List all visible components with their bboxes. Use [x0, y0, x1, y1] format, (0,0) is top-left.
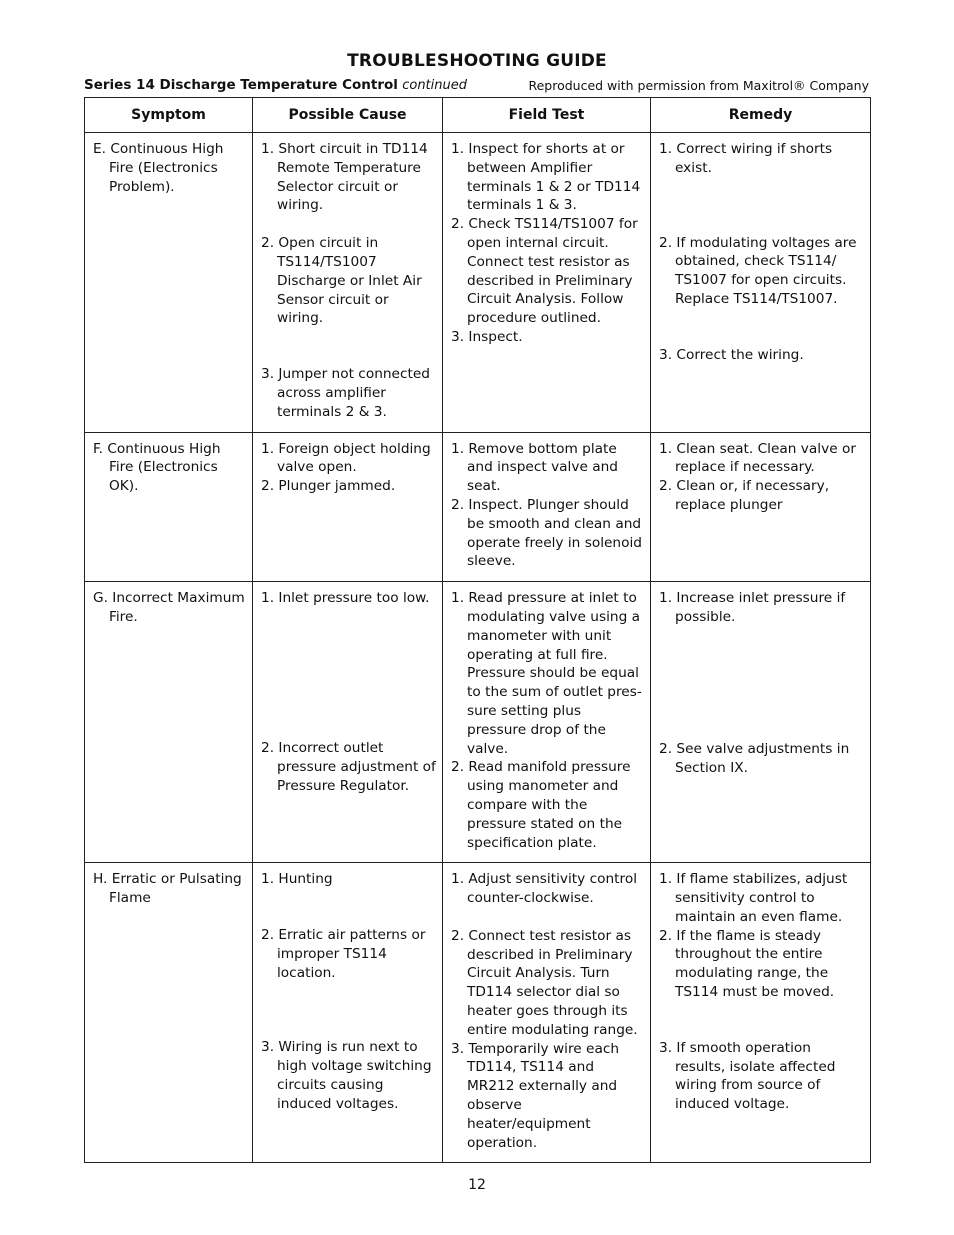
table-row [85, 133, 871, 433]
symptom-text: G. Incorrect Maximum Fire. [93, 590, 245, 625]
symptom-text: E. Continuous High Fire (Electronics Problem). [93, 141, 224, 195]
cause-item: 3. Jumper not connected across amplifier terminals 2 & 3. [261, 366, 430, 420]
symptom-cell [85, 582, 253, 863]
test-item: 2. Check TS114/TS1007 for open internal circuit. Connect test resistor as described in Preliminary Circuit Analysis. Follow procedure outlined. [451, 216, 638, 327]
symptom-cell [85, 133, 253, 433]
cause-item: 1. Inlet pressure too low. [261, 590, 430, 607]
test-item: 1. Inspect for shorts at or between Amplifier terminals 1 & 2 or TD114 terminals 1 & 3. [451, 141, 641, 214]
remedy-item: 1. Increase inlet pressure if possible. [659, 590, 846, 625]
symptom-text: H. Erratic or Pulsating Flame [93, 871, 242, 907]
column-header-symptom: Symptom [85, 98, 253, 133]
remedy-item: 2. If modulating voltages are obtained, check TS114/ TS1007 for open circuits. Replace TS114/TS1007. [659, 234, 857, 307]
table-row [85, 863, 871, 1163]
remedy-item: 2. If the flame is steady throughout the entire modulating range, the TS114 must be moved. [659, 927, 835, 1001]
cause-item: 2. Plunger jammed. [261, 478, 396, 495]
column-header-possible-cause: Possible Cause [253, 98, 443, 133]
test-item: 3. Temporarily wire each TD114, TS114 and MR212 externally and observe heater/equipment operation. [451, 1040, 620, 1151]
test-item: 1. Read pressure at inlet to modulating valve using a manometer with unit operating at full fire. Pressure should be equal to the sum of outlet pres-sure setting plus pressure drop of the valve. [451, 590, 642, 757]
cause-item: 3. Wiring is run next to high voltage switching circuits causing induced voltages. [261, 1039, 432, 1112]
cause-item: 2. Incorrect outlet pressure adjustment of Pressure Regulator. [261, 739, 436, 794]
remedy-cell [651, 432, 871, 582]
table-row [85, 432, 871, 582]
cause-item: 1. Short circuit in TD114 Remote Temperature Selector circuit or wiring. [261, 141, 428, 214]
symptom-cell [85, 863, 253, 1163]
cause-cell [253, 432, 443, 582]
test-item: 2. Inspect. Plunger should be smooth and clean and operate freely in solenoid sleeve. [451, 496, 642, 570]
test-item: 2. Connect test resistor as described in Preliminary Circuit Analysis. Turn TD114 selector dial so heater goes through its entire modulating range. [451, 927, 638, 1038]
remedy-cell [651, 582, 871, 863]
remedy-item: 3. Correct the wiring. [659, 346, 804, 363]
cause-cell [253, 582, 443, 863]
symptom-text: F. Continuous High Fire (Electronics OK). [93, 440, 221, 495]
remedy-item: 2. See valve adjustments in Section IX. [659, 740, 850, 776]
table-row [85, 582, 871, 863]
remedy-item: 1. Clean seat. Clean valve or replace if necessary. [659, 440, 856, 476]
remedy-item: 2. Clean or, if necessary, replace plunger [659, 478, 830, 513]
test-cell [443, 863, 651, 1163]
test-item: 3. Inspect. [451, 328, 523, 345]
cause-item: 1. Foreign object holding valve open. [261, 440, 431, 476]
symptom-cell [85, 432, 253, 582]
column-header-remedy: Remedy [651, 98, 871, 133]
page-title: TROUBLESHOOTING GUIDE [347, 51, 607, 71]
remedy-item: 3. If smooth operation results, isolate affected wiring from source of induced voltage. [659, 1039, 836, 1113]
test-item: 2. Read manifold pressure using manometer and compare with the pressure stated on the specification plate. [451, 759, 631, 851]
cause-item: 2. Erratic air patterns or improper TS114 location. [261, 927, 426, 981]
page-number: 12 [468, 1177, 486, 1193]
remedy-item: 1. Correct wiring if shorts exist. [659, 141, 833, 176]
test-cell [443, 133, 651, 433]
column-header-field-test: Field Test [443, 98, 651, 133]
permission-note: Reproduced with permission from Maxitrol® Company [528, 78, 869, 93]
cause-cell [253, 863, 443, 1163]
section-subtitle [84, 77, 467, 93]
test-cell [443, 582, 651, 863]
subtitle-bold: Series 14 Discharge Temperature Control [84, 77, 398, 93]
remedy-item: 1. If flame stabilizes, adjust sensitivity control to maintain an even flame. [659, 871, 848, 925]
test-item: 1. Adjust sensitivity control counter-clockwise. [451, 871, 638, 907]
cause-item: 2. Open circuit in TS114/TS1007 Discharge or Inlet Air Sensor circuit or wiring. [261, 235, 422, 327]
remedy-cell [651, 863, 871, 1163]
cause-item: 1. Hunting [261, 871, 333, 888]
test-cell [443, 432, 651, 582]
troubleshooting-table [84, 97, 871, 1163]
subtitle-continued: continued [402, 78, 467, 93]
cause-cell [253, 133, 443, 433]
test-item: 1. Remove bottom plate and inspect valve and seat. [451, 440, 618, 495]
remedy-cell [651, 133, 871, 433]
table-header-row [85, 98, 871, 133]
